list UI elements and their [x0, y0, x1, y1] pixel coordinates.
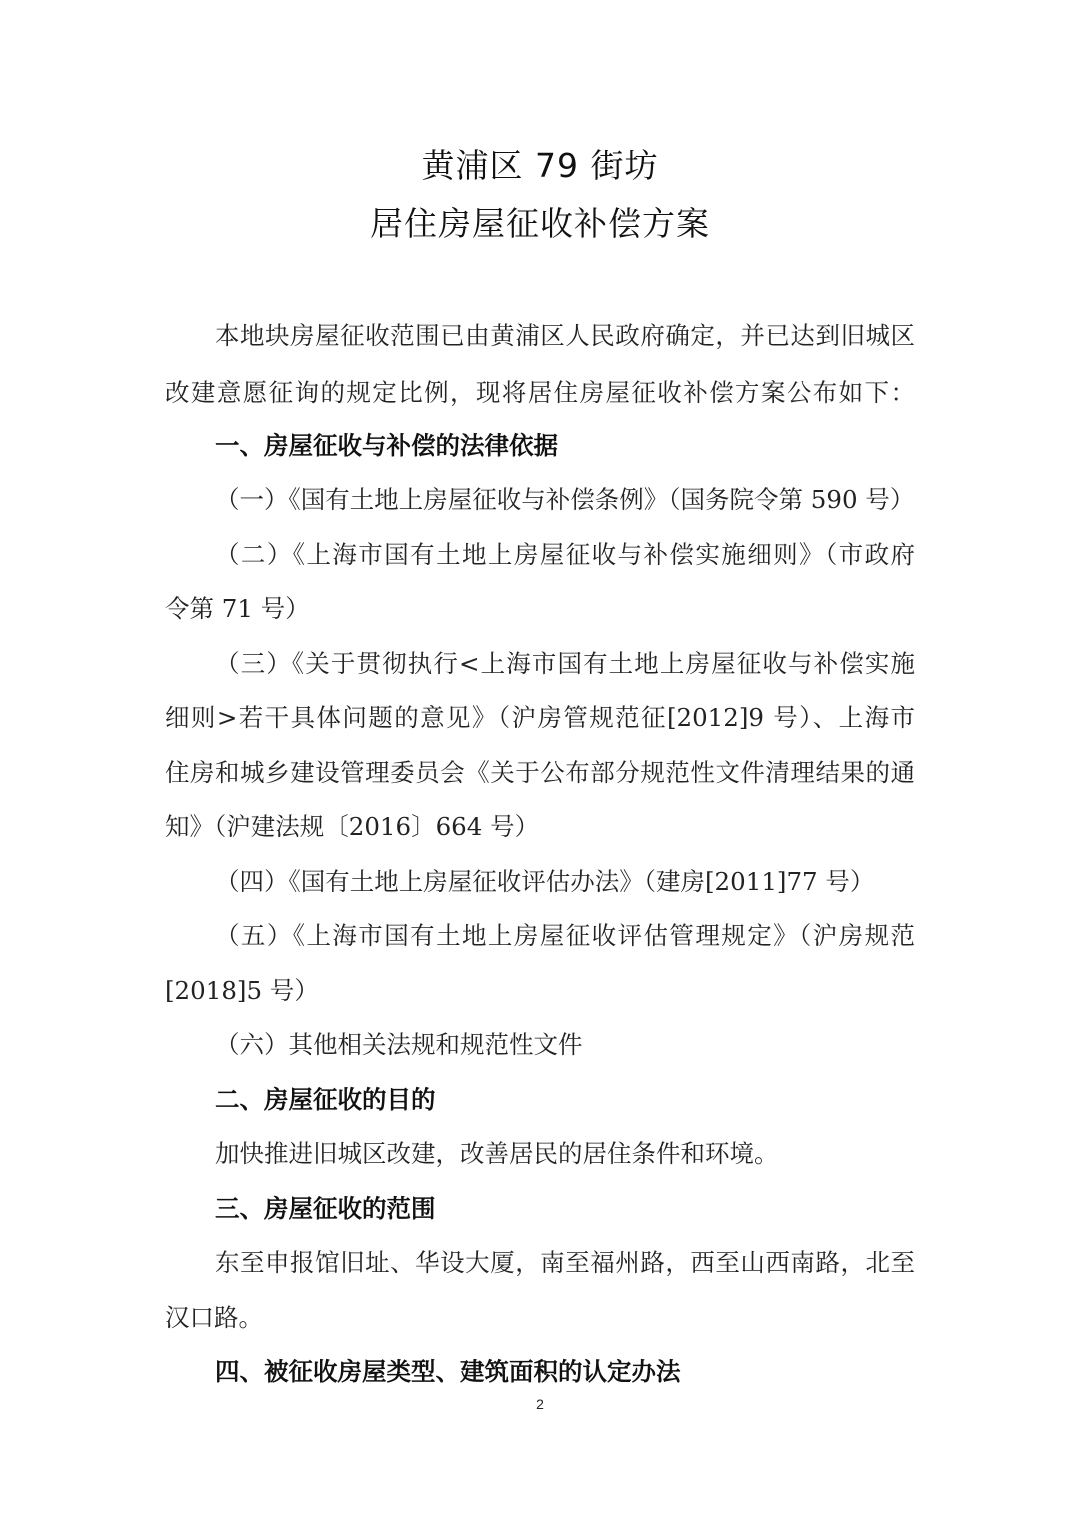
document-title-line-2: 居住房屋征收补偿方案 [370, 204, 710, 243]
page-number: 2 [536, 1396, 544, 1412]
legal-basis-item-5-line-2: [2018]5 号） [165, 976, 319, 1005]
section-3-heading: 三、房屋征收的范围 [215, 1194, 436, 1223]
document-title-line-1: 黄浦区 79 街坊 [421, 146, 659, 185]
section-4-heading: 四、被征收房屋类型、建筑面积的认定办法 [215, 1357, 681, 1386]
legal-basis-item-4: （四）《国有土地上房屋征收评估办法》（建房[2011]77 号） [215, 867, 875, 896]
legal-basis-item-2-line-2: 令第 71 号） [165, 594, 310, 623]
legal-basis-item-3-line-4: 知》（沪建法规〔2016〕664 号） [165, 812, 540, 841]
legal-basis-item-5-line-1: （五）《上海市国有土地上房屋征收评估管理规定》（沪房规范 [215, 921, 915, 950]
section-2-text: 加快推进旧城区改建，改善居民的居住条件和环境。 [215, 1139, 779, 1168]
intro-paragraph-line-2: 改建意愿征询的规定比例，现将居住房屋征收补偿方案公布如下： [165, 378, 915, 407]
legal-basis-item-6: （六）其他相关法规和规范性文件 [215, 1030, 583, 1059]
intro-paragraph-line-1: 本地块房屋征收范围已由黄浦区人民政府确定，并已达到旧城区 [215, 321, 915, 350]
section-2-heading: 二、房屋征收的目的 [215, 1085, 436, 1114]
legal-basis-item-3-line-1: （三）《关于贯彻执行<上海市国有土地上房屋征收与补偿实施 [215, 649, 915, 678]
legal-basis-item-3-line-2: 细则>若干具体问题的意见》（沪房管规范征[2012]9 号）、上海市 [165, 703, 915, 732]
section-3-text-line-1: 东至申报馆旧址、华设大厦，南至福州路，西至山西南路，北至 [215, 1248, 915, 1277]
legal-basis-item-1: （一）《国有土地上房屋征收与补偿条例》（国务院令第 590 号） [215, 485, 915, 514]
section-3-text-line-2: 汉口路。 [165, 1303, 263, 1332]
section-1-heading: 一、房屋征收与补偿的法律依据 [215, 431, 558, 460]
legal-basis-item-2-line-1: （二）《上海市国有土地上房屋征收与补偿实施细则》（市政府 [215, 540, 915, 569]
legal-basis-item-3-line-3: 住房和城乡建设管理委员会《关于公布部分规范性文件清理结果的通 [165, 758, 915, 787]
